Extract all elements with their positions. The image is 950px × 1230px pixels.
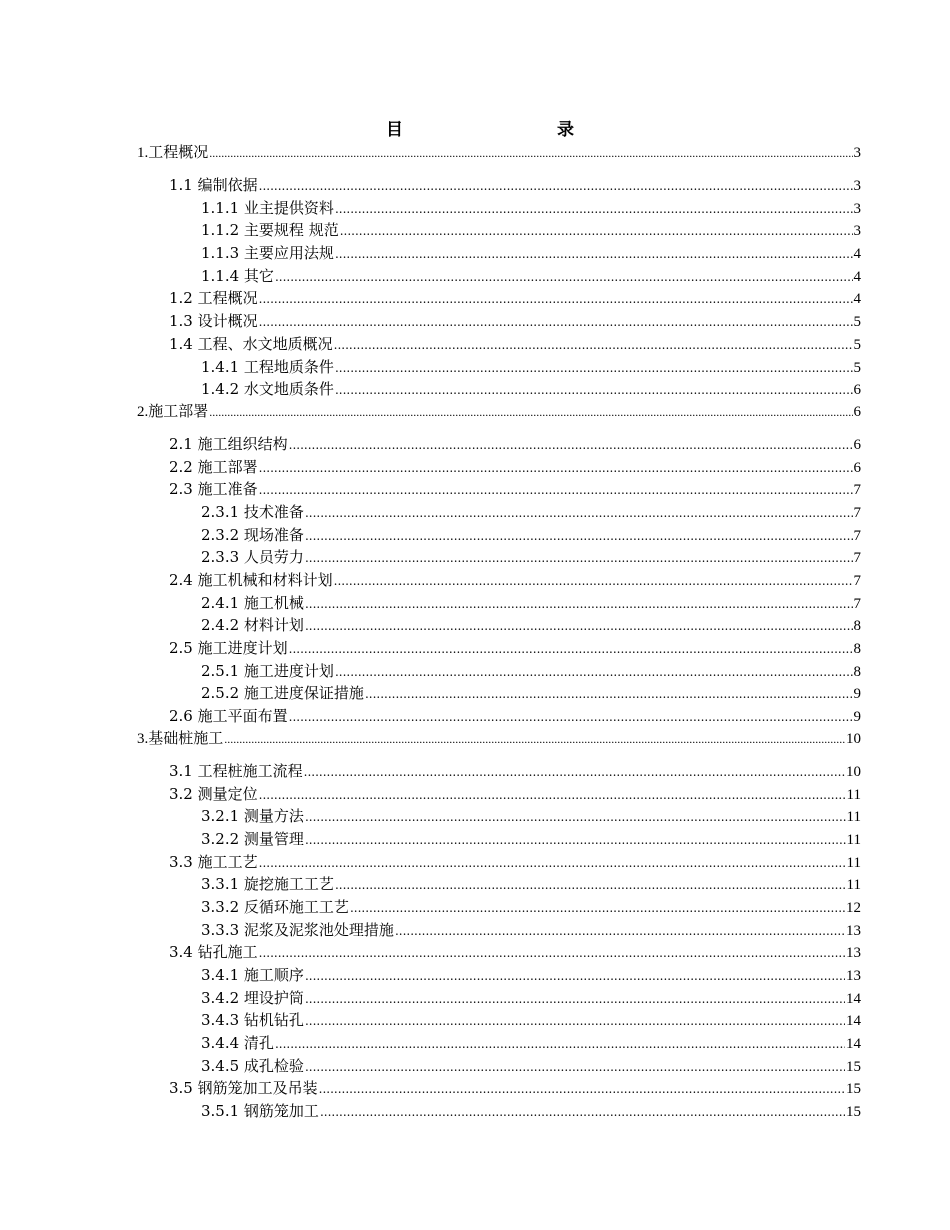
dot-leader — [305, 988, 845, 1011]
dot-leader — [259, 479, 853, 502]
toc-entry-label: 2.施工部署 — [137, 403, 209, 420]
dot-leader — [275, 266, 853, 289]
toc-entry-label: 3.基础桩施工 — [137, 730, 224, 747]
toc-entry[interactable] — [137, 546, 861, 569]
dot-leader — [305, 806, 846, 829]
toc-entry-page-number: 11 — [846, 831, 861, 848]
dot-leader — [289, 706, 853, 729]
toc-entry-label: 2.2 施工部署 — [169, 457, 258, 476]
toc-entry[interactable] — [137, 142, 861, 165]
toc-entry[interactable] — [137, 287, 861, 310]
dot-leader — [289, 434, 853, 457]
toc-entry[interactable] — [137, 682, 861, 705]
toc-entry-label: 1.3 设计概况 — [169, 312, 258, 331]
toc-entry-label: 2.3.3 人员劳力 — [201, 548, 304, 567]
toc-entry-label: 1.1.2 主要规程 规范 — [201, 221, 339, 240]
toc-entry[interactable] — [137, 1032, 861, 1055]
toc-entry-page-number: 10 — [846, 730, 861, 747]
toc-entry-page-number: 3 — [853, 145, 861, 161]
dot-leader — [259, 852, 846, 875]
toc-entry-label: 3.2 测量定位 — [169, 784, 258, 803]
toc-entry-label: 2.5 施工进度计划 — [169, 639, 288, 658]
toc-entry-label: 3.4.4 清孔 — [201, 1034, 274, 1053]
toc-entry[interactable] — [137, 760, 861, 783]
dot-leader — [304, 761, 845, 784]
toc-entry-page-number: 5 — [853, 336, 861, 353]
toc-entry[interactable] — [137, 728, 861, 751]
toc-entry[interactable] — [137, 378, 861, 401]
dot-leader — [259, 457, 853, 480]
dot-leader — [335, 874, 846, 897]
toc-entry[interactable] — [137, 242, 861, 265]
toc-entry[interactable] — [137, 614, 861, 637]
toc-entry[interactable] — [137, 1055, 861, 1078]
toc-entry-label: 3.3.1 旋挖施工工艺 — [201, 875, 334, 894]
toc-entry-page-number: 11 — [846, 877, 861, 894]
toc-entry[interactable] — [137, 501, 861, 524]
toc-entry-label: 2.4 施工机械和材料计划 — [169, 571, 333, 589]
dot-leader — [350, 897, 845, 920]
toc-entry-page-number: 11 — [846, 854, 861, 871]
toc-title: 目 录 — [386, 120, 614, 140]
toc-entry[interactable] — [137, 401, 861, 424]
toc-entry-page-number: 7 — [853, 573, 861, 589]
toc-entry[interactable] — [137, 569, 861, 592]
toc-entry[interactable] — [137, 705, 861, 728]
toc-entry-page-number: 6 — [853, 459, 861, 476]
toc-entry[interactable] — [137, 219, 861, 242]
toc-entry-label: 3.4.1 施工顺序 — [201, 966, 304, 984]
toc-entry[interactable] — [137, 1009, 861, 1032]
toc-entry-page-number: 12 — [846, 899, 861, 916]
toc-entry-page-number: 3 — [853, 200, 861, 217]
toc-entry-label: 3.2.2 测量管理 — [201, 829, 304, 848]
toc-entry-page-number: 15 — [846, 1058, 861, 1075]
toc-entry[interactable] — [137, 265, 861, 288]
toc-entry-page-number: 7 — [853, 482, 861, 499]
toc-entry[interactable] — [137, 356, 861, 379]
dot-leader — [209, 142, 852, 165]
toc-entry-page-number: 15 — [846, 1081, 861, 1098]
dot-leader — [335, 661, 853, 684]
toc-entry[interactable] — [137, 805, 861, 828]
toc-entry-page-number: 6 — [853, 403, 861, 420]
toc-entry-page-number: 4 — [853, 246, 861, 263]
toc-entry[interactable] — [137, 873, 861, 896]
toc-entry-label: 3.3.2 反循环施工工艺 — [201, 897, 349, 916]
dot-leader — [305, 1056, 845, 1079]
toc-entry-label: 1.1 编制依据 — [169, 176, 258, 194]
toc-entry-page-number: 13 — [846, 945, 861, 962]
toc-entry-label: 3.3.3 泥浆及泥浆池处理措施 — [201, 920, 394, 939]
toc-entry-page-number: 3 — [853, 223, 861, 240]
toc-entry-page-number: 3 — [853, 178, 861, 194]
dot-leader — [305, 829, 846, 852]
dot-leader — [305, 525, 853, 548]
toc-entry-page-number: 6 — [853, 382, 861, 399]
toc-entry-label: 3.2.1 测量方法 — [201, 807, 304, 826]
toc-entry-label: 1.4.1 工程地质条件 — [201, 357, 334, 376]
toc-entry-page-number: 15 — [846, 1104, 861, 1121]
toc-entry-page-number: 7 — [853, 550, 861, 567]
dot-leader — [305, 615, 853, 638]
toc-entry[interactable] — [137, 1077, 861, 1100]
dot-leader — [259, 311, 853, 334]
dot-leader — [320, 1101, 845, 1124]
dot-leader — [259, 784, 846, 807]
toc-entry-page-number: 13 — [846, 922, 861, 939]
dot-leader — [259, 175, 853, 198]
toc-entry-label: 2.5.2 施工进度保证措施 — [201, 684, 364, 703]
toc-entry-page-number: 9 — [853, 686, 861, 703]
dot-leader — [305, 1010, 845, 1033]
toc-entry-page-number: 9 — [853, 709, 861, 726]
dot-leader — [305, 593, 853, 616]
toc-entry-label: 3.1 工程桩施工流程 — [169, 761, 303, 780]
toc-entry-label: 3.4.3 钻机钻孔 — [201, 1011, 304, 1030]
toc-entry-page-number: 4 — [853, 291, 861, 308]
toc-entry[interactable] — [137, 333, 861, 356]
toc-entry[interactable] — [137, 851, 861, 874]
toc-entry-page-number: 11 — [846, 786, 861, 803]
toc-entry-page-number: 8 — [853, 663, 861, 680]
toc-entry-page-number: 7 — [853, 504, 861, 521]
toc-entry-page-number: 8 — [853, 618, 861, 635]
toc-entry-page-number: 7 — [853, 595, 861, 612]
toc-entry[interactable] — [137, 660, 861, 683]
dot-leader — [305, 965, 845, 988]
dot-leader — [334, 334, 853, 357]
toc-entry-page-number: 14 — [846, 1036, 861, 1053]
toc-entry-label: 1.2 工程概况 — [169, 289, 258, 308]
toc-entry[interactable] — [137, 637, 861, 660]
dot-leader — [335, 379, 853, 402]
toc-entry[interactable] — [137, 310, 861, 333]
toc-entry-label: 3.4.5 成孔检验 — [201, 1056, 304, 1075]
toc-entry-label: 2.3.2 现场准备 — [201, 525, 304, 544]
toc-entry-page-number: 4 — [853, 268, 861, 285]
dot-leader — [334, 570, 853, 593]
toc-entry[interactable] — [137, 941, 861, 964]
toc-entry-label: 1.工程概况 — [137, 145, 209, 161]
toc-entry-page-number: 8 — [853, 641, 861, 658]
dot-leader — [275, 1033, 845, 1056]
toc-entry-label: 3.4.2 埋设护筒 — [201, 988, 304, 1007]
dot-leader — [305, 502, 853, 525]
dot-leader — [335, 357, 853, 380]
toc-entry-label: 1.1.1 业主提供资料 — [201, 198, 334, 217]
toc-entry[interactable] — [137, 478, 861, 501]
toc-entry[interactable] — [137, 1100, 861, 1123]
toc-entry[interactable] — [137, 896, 861, 919]
toc-entry-page-number: 7 — [853, 527, 861, 544]
toc-entry-label: 2.1 施工组织结构 — [169, 434, 288, 453]
toc-entry[interactable] — [137, 964, 861, 987]
dot-leader — [319, 1078, 845, 1101]
toc-entry-page-number: 14 — [846, 1013, 861, 1030]
toc-entry-page-number: 10 — [846, 763, 861, 780]
toc-entry-page-number: 5 — [853, 359, 861, 376]
toc-entry[interactable] — [137, 174, 861, 197]
toc-entry[interactable] — [137, 433, 861, 456]
dot-leader — [395, 920, 845, 943]
dot-leader — [289, 638, 853, 661]
toc-entry-label: 2.6 施工平面布置 — [169, 707, 288, 726]
toc-entry[interactable] — [137, 783, 861, 806]
toc-entry-label: 2.5.1 施工进度计划 — [201, 661, 334, 680]
dot-leader — [224, 728, 845, 751]
dot-leader — [335, 243, 853, 266]
toc-entry-label: 3.5 钢筋笼加工及吊装 — [169, 1079, 318, 1098]
toc-entry-label: 1.4.2 水文地质条件 — [201, 380, 334, 399]
toc-entry-label: 3.5.1 钢筋笼加工 — [201, 1102, 319, 1121]
toc-entry-label: 2.4.2 材料计划 — [201, 616, 304, 635]
toc-entry-label: 3.3 施工工艺 — [169, 852, 258, 871]
dot-leader — [365, 683, 853, 706]
toc-entry-page-number: 11 — [846, 809, 861, 826]
toc-entry[interactable] — [137, 987, 861, 1010]
toc-entry-label: 2.3 施工准备 — [169, 480, 258, 499]
toc-entry[interactable] — [137, 919, 861, 942]
toc-entry[interactable] — [137, 828, 861, 851]
dot-leader — [209, 401, 852, 424]
dot-leader — [259, 288, 853, 311]
dot-leader — [335, 198, 853, 221]
toc-entry[interactable] — [137, 592, 861, 615]
toc-entry-label: 1.4 工程、水文地质概况 — [169, 334, 333, 353]
toc-entry-label: 3.4 钻孔施工 — [169, 943, 258, 962]
toc-entry[interactable] — [137, 524, 861, 547]
toc-entry-page-number: 6 — [853, 436, 861, 453]
toc-entry-page-number: 13 — [846, 968, 861, 984]
toc-entry-label: 1.1.4 其它 — [201, 266, 274, 285]
toc-entry-label: 2.3.1 技术准备 — [201, 502, 304, 521]
toc-entry[interactable] — [137, 197, 861, 220]
toc-entry[interactable] — [137, 456, 861, 479]
toc-entry-label: 2.4.1 施工机械 — [201, 593, 304, 612]
toc-entry-page-number: 5 — [853, 314, 861, 331]
dot-leader — [340, 220, 853, 243]
dot-leader — [305, 547, 853, 570]
toc-entry-label: 1.1.3 主要应用法规 — [201, 244, 334, 263]
dot-leader — [259, 942, 845, 965]
table-of-contents — [137, 142, 861, 1123]
toc-entry-page-number: 14 — [846, 990, 861, 1007]
